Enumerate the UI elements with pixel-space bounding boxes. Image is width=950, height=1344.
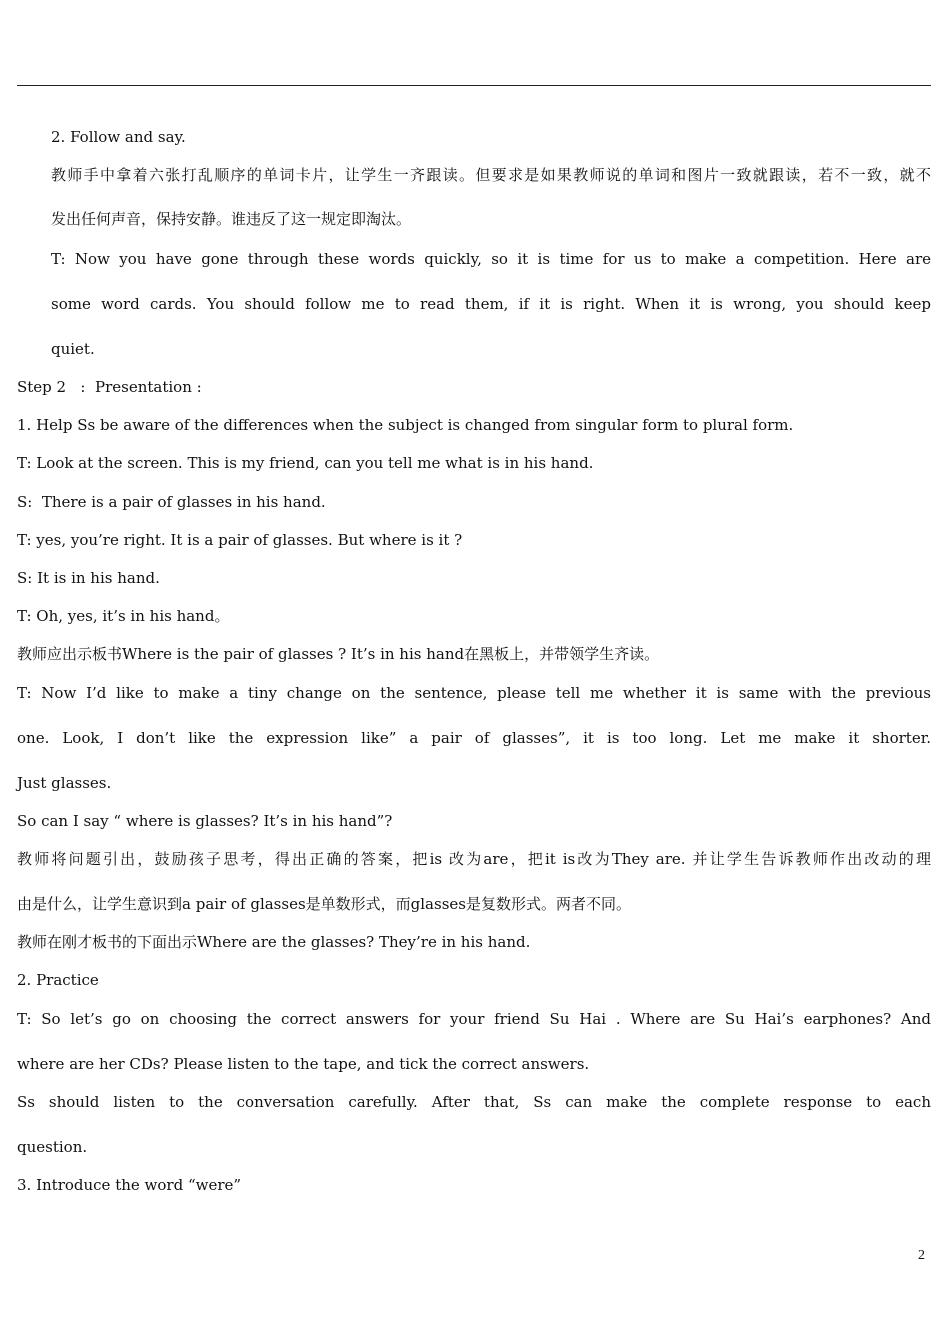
text-line: 1. Help Ss be aware of the differences when the subject is changed from singular form to plural form. [17, 416, 794, 434]
text-line: one. Look, I don’t like the expression like” a pair of glasses”, it is too long. Let me make it shorter. [17, 729, 931, 747]
text-line: 教师手中拿着六张打乱顺序的单词卡片，让学生一齐跟读。但要求是如果教师说的单词和图片一致就跟读，若不一致，就不 [51, 166, 931, 184]
text-line: Ss should listen to the conversation carefully. After that, Ss can make the complete response to each [17, 1093, 931, 1111]
text-line: 教师在刚才板书的下面出示Where are the glasses? They’re in his hand. [17, 933, 531, 951]
text-line: T: Oh, yes, it’s in his hand。 [17, 607, 230, 625]
text-line: 教师应出示板书Where is the pair of glasses ? It’s in his hand在黑板上，并带领学生齐读。 [17, 645, 660, 663]
text-line: 由是什么，让学生意识到a pair of glasses是单数形式，而glasses是复数形式。两者不同。 [17, 895, 631, 913]
page-number: 2 [918, 1248, 925, 1263]
header-rule [17, 85, 931, 86]
text-line: T: yes, you’re right. It is a pair of glasses. But where is it ? [17, 531, 463, 549]
text-line: 3. Introduce the word “were” [17, 1176, 242, 1194]
text-line: T: So let’s go on choosing the correct answers for your friend Su Hai . Where are Su Hai’s earphones? And [17, 1010, 931, 1028]
text-line: So can I say “ where is glasses? It’s in his hand”? [17, 812, 393, 830]
text-line: T: Now you have gone through these words quickly, so it is time for us to make a competition. Here are [51, 250, 931, 268]
text-line: 教师将问题引出，鼓励孩子思考，得出正确的答案，把is 改为are，把it is改为They are. 并让学生告诉教师作出改动的理 [17, 850, 931, 868]
text-line: quiet. [51, 340, 95, 358]
text-line: T: Look at the screen. This is my friend, can you tell me what is in his hand. [17, 454, 594, 472]
text-line: 2. Practice [17, 971, 99, 989]
text-line: Just glasses. [17, 774, 112, 792]
text-line: T: Now I’d like to make a tiny change on the sentence, please tell me whether it is same with the previous [17, 684, 931, 702]
text-line: S: It is in his hand. [17, 569, 160, 587]
text-line: some word cards. You should follow me to read them, if it is right. When it is wrong, you should keep [51, 295, 931, 313]
text-line: 2. Follow and say. [51, 128, 186, 146]
text-line: S: There is a pair of glasses in his hand. [17, 493, 326, 511]
text-line: 发出任何声音，保持安静。谁违反了这一规定即淘汰。 [51, 210, 412, 228]
section-heading: Step 2 : Presentation : [17, 378, 202, 396]
text-line: where are her CDs? Please listen to the tape, and tick the correct answers. [17, 1055, 590, 1073]
text-line: question. [17, 1138, 88, 1156]
